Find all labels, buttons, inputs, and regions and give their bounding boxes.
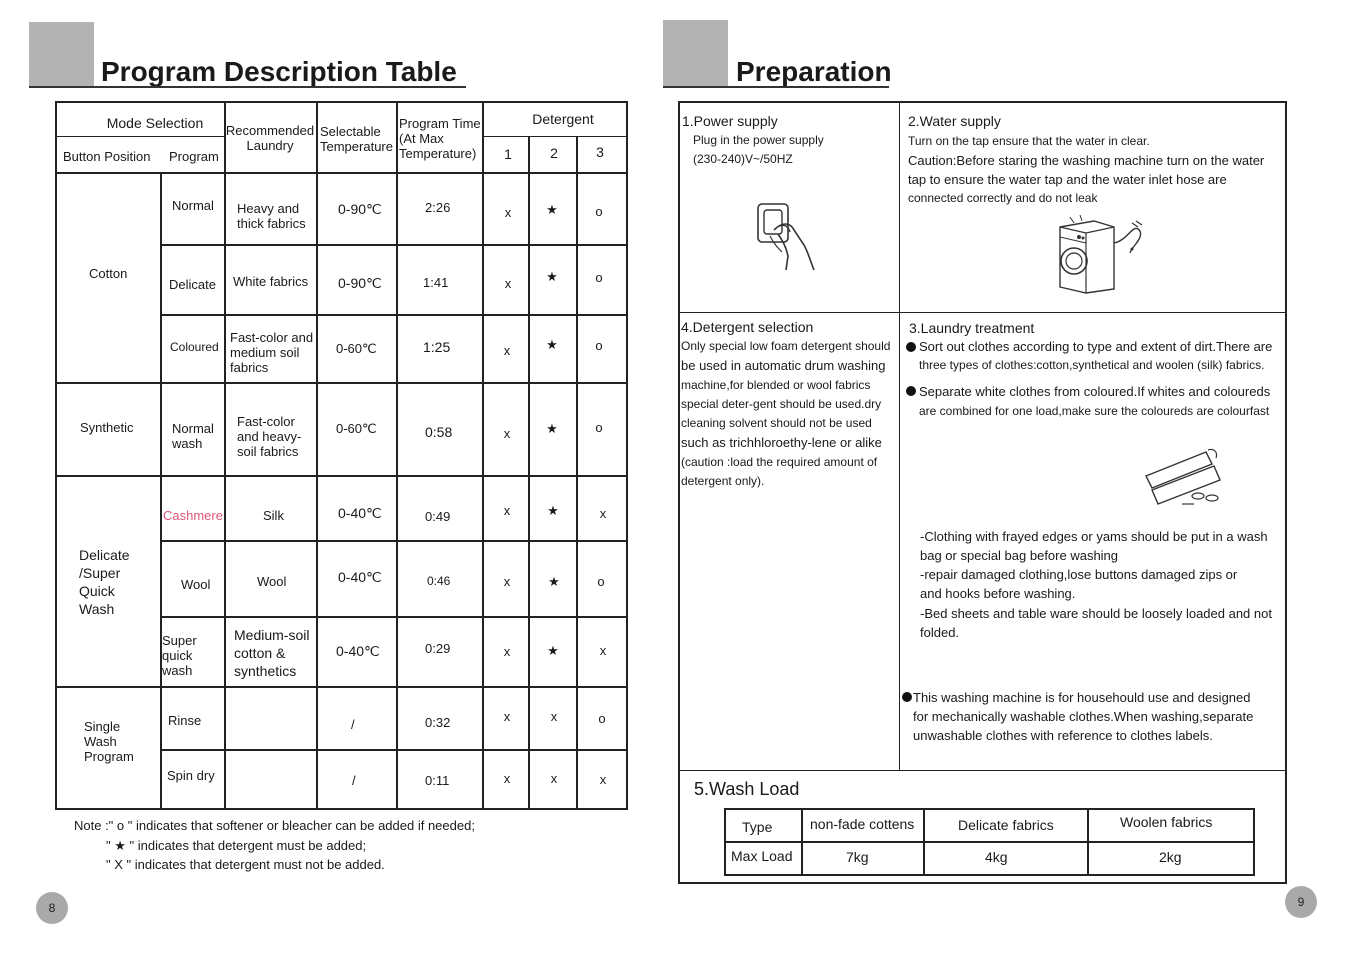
laundry-dash-3: -repair damaged clothing,lose buttons damaged zips or: [920, 567, 1238, 582]
header-program: Program: [169, 149, 219, 164]
wash-load-max-label: Max Load: [731, 848, 793, 864]
d1-row-1: x: [504, 205, 512, 220]
laundry-dash-2: bag or special bag before washing: [920, 548, 1119, 563]
wash-load-table: [724, 808, 1255, 876]
d3-row-8: o: [598, 711, 606, 726]
header-detergent-3: 3: [596, 144, 604, 160]
laundry-white: White fabrics: [233, 274, 309, 289]
detergent-line-1: Only special low foam detergent should: [681, 339, 891, 353]
program-cashmere: Cashmere: [163, 508, 223, 523]
program-rinse: Rinse: [168, 713, 202, 728]
group-synthetic: Synthetic: [80, 420, 134, 435]
laundry-wool: Wool: [257, 574, 287, 589]
d3-row-2: o: [595, 270, 603, 285]
d1-row-7: x: [503, 644, 511, 659]
d3-row-1: o: [595, 204, 603, 219]
program-coloured: Coloured: [170, 340, 219, 354]
laundry-silk: Silk: [263, 508, 284, 523]
detergent-line-5: cleaning solvent should not be used: [681, 416, 872, 430]
detergent-line-2: be used in automatic drum washing: [681, 358, 886, 373]
section-marker-left: [29, 22, 94, 87]
time-row-4: 0:58: [425, 424, 453, 440]
program-normal-wash: Normal wash: [172, 421, 214, 451]
program-wool: Wool: [181, 577, 211, 592]
laundry-bullet-2-line-2: are combined for one load,make sure the coloureds are colourfast: [919, 404, 1270, 418]
header-temperature: Selectable Temperature: [320, 124, 393, 154]
laundry-heavy: Heavy and thick fabrics: [237, 201, 306, 231]
header-detergent-1: 1: [504, 146, 512, 162]
time-row-3: 1:25: [423, 339, 451, 355]
program-delicate: Delicate: [169, 277, 216, 292]
d2-row-9: x: [550, 771, 558, 786]
program-spin-dry: Spin dry: [167, 768, 215, 783]
water-supply-line-4: connected correctly and do not leak: [908, 191, 1098, 205]
detergent-line-6: such as trichhloroethy-lene or alike: [681, 435, 882, 450]
temp-row-9: /: [352, 773, 356, 788]
temp-row-6: 0-40℃: [338, 569, 382, 585]
power-supply-line-1: Plug in the power supply: [693, 133, 824, 147]
d2-row-3: ★: [546, 337, 558, 352]
water-supply-line-3: tap to ensure the water tap and the water inlet hose are: [908, 172, 1227, 187]
wash-load-type-label: Type: [742, 819, 773, 835]
laundry-dash-5: -Bed sheets and table ware should be loosely loaded and not: [920, 606, 1272, 621]
temp-row-7: 0-40℃: [336, 643, 380, 659]
time-row-7: 0:29: [425, 641, 451, 656]
time-row-1: 2:26: [425, 200, 451, 215]
page-number-right: 9: [1285, 886, 1317, 918]
time-row-8: 0:32: [425, 715, 451, 730]
note-star: " ★ " indicates that detergent must be added;: [106, 838, 367, 853]
d1-row-9: x: [503, 771, 511, 786]
wash-load-value-3: 2kg: [1159, 849, 1182, 865]
title-rule-right: [663, 86, 889, 88]
d1-row-6: x: [503, 574, 511, 589]
d2-row-6: ★: [548, 574, 560, 589]
time-row-5: 0:49: [425, 509, 451, 524]
laundry-fast-color-heavy: Fast-color and heavy-soil fabrics: [237, 414, 302, 459]
washing-machine-illustration: [1052, 213, 1148, 295]
temp-row-3: 0-60℃: [336, 341, 377, 356]
header-time: Program Time (At Max Temperature): [399, 116, 481, 161]
d3-row-5: x: [599, 506, 607, 521]
water-supply-line-1: Turn on the tap ensure that the water in clear.: [908, 134, 1150, 148]
detergent-line-3: machine,for blended or wool fabrics: [681, 378, 871, 392]
d2-row-1: ★: [546, 202, 558, 217]
laundry-bullet-3-line-3: unwashable clothes with reference to clothes labels.: [913, 728, 1213, 743]
laundry-bullet-1-line-2: three types of clothes:cotton,synthetical and woolen (silk) fabrics.: [919, 358, 1265, 372]
power-supply-line-2: (230-240)V~/50HZ: [693, 152, 793, 166]
power-supply-heading: 1.Power supply: [682, 113, 778, 129]
program-super-quick: Super quick wash: [162, 633, 197, 678]
plug-hand-illustration: [752, 200, 822, 275]
temp-row-8: /: [351, 717, 355, 732]
d3-row-7: x: [599, 643, 607, 658]
laundry-bullet-3-line-2: for mechanically washable clothes.When washing,separate: [913, 709, 1254, 724]
laundry-bullet-2-line-1: Separate white clothes from coloured.If whites and coloureds: [919, 384, 1271, 399]
wash-load-type-1: non-fade cottens: [810, 816, 915, 832]
d2-row-2: ★: [546, 269, 558, 284]
title-rule-left: [29, 86, 466, 88]
d3-row-4: o: [595, 420, 603, 435]
wash-load-value-2: 4kg: [985, 849, 1008, 865]
bullet-icon: [906, 386, 916, 396]
d3-row-9: x: [599, 772, 607, 787]
time-row-9: 0:11: [425, 773, 450, 788]
group-single-wash: Single Wash Program: [84, 719, 134, 764]
d2-row-8: x: [550, 709, 558, 724]
header-button-position: Button Position: [63, 149, 151, 164]
header-detergent-2: 2: [550, 145, 558, 161]
water-supply-heading: 2.Water supply: [908, 113, 1001, 129]
time-row-2: 1:41: [423, 275, 449, 290]
laundry-treatment-heading: 3.Laundry treatment: [909, 320, 1035, 336]
laundry-bullet-1-line-1: Sort out clothes according to type and extent of dirt.There are: [919, 339, 1273, 354]
program-table: [55, 101, 628, 810]
d2-row-5: ★: [547, 503, 559, 518]
header-mode-selection: Mode Selection: [106, 115, 204, 131]
page-title-right: Preparation: [736, 56, 892, 87]
time-row-6: 0:46: [427, 574, 451, 588]
laundry-fast-color-medium: Fast-color and medium soil fabrics: [230, 330, 314, 375]
wash-load-type-2: Delicate fabrics: [958, 817, 1054, 833]
water-supply-line-2: Caution:Before staring the washing machine turn on the water: [908, 153, 1265, 168]
laundry-medium-soil: Medium-soil cotton & synthetics: [234, 627, 310, 679]
d1-row-8: x: [503, 709, 511, 724]
laundry-dash-4: and hooks before washing.: [920, 586, 1076, 601]
bullet-icon: [902, 692, 912, 702]
detergent-selection-heading: 4.Detergent selection: [681, 319, 814, 335]
note-x: " X " indicates that detergent must not be added.: [106, 857, 385, 872]
note-softener: Note :" o " indicates that softener or bleacher can be added if needed;: [74, 818, 475, 833]
d2-row-4: ★: [546, 421, 558, 436]
temp-row-4: 0-60℃: [336, 421, 377, 436]
temp-row-2: 0-90℃: [338, 275, 382, 291]
clothes-sorting-illustration: [1142, 446, 1230, 508]
wash-load-heading: 5.Wash Load: [694, 779, 800, 799]
group-cotton: Cotton: [89, 266, 128, 281]
d3-row-3: o: [595, 338, 603, 353]
detergent-line-8: detergent only).: [681, 474, 765, 488]
laundry-dash-6: folded.: [920, 625, 960, 640]
d1-row-5: x: [503, 503, 511, 518]
d1-row-3: x: [503, 343, 511, 358]
laundry-dash-1: -Clothing with frayed edges or yams should be put in a wash: [920, 529, 1268, 544]
section-marker-right: [663, 20, 728, 86]
wash-load-value-1: 7kg: [846, 849, 869, 865]
d2-row-7: ★: [547, 643, 559, 658]
temp-row-1: 0-90℃: [338, 201, 382, 217]
header-recommended: Recommended Laundry: [225, 123, 315, 153]
group-delicate: Delicate /Super Quick Wash: [79, 547, 130, 617]
laundry-bullet-3-line-1: This washing machine is for househould use and designed: [913, 690, 1251, 705]
detergent-line-7: (caution :load the required amount of: [681, 455, 878, 469]
d3-row-6: o: [597, 574, 605, 589]
detergent-line-4: special deter-gent should be used.dry: [681, 397, 882, 411]
bullet-icon: [906, 342, 916, 352]
temp-row-5: 0-40℃: [338, 505, 382, 521]
page-title-left: Program Description Table: [101, 56, 457, 87]
d1-row-2: x: [504, 276, 512, 291]
d1-row-4: x: [503, 426, 511, 441]
page-number-left: 8: [36, 892, 68, 924]
header-detergent: Detergent: [532, 111, 594, 127]
wash-load-type-3: Woolen fabrics: [1120, 814, 1213, 830]
program-normal: Normal: [172, 198, 214, 213]
